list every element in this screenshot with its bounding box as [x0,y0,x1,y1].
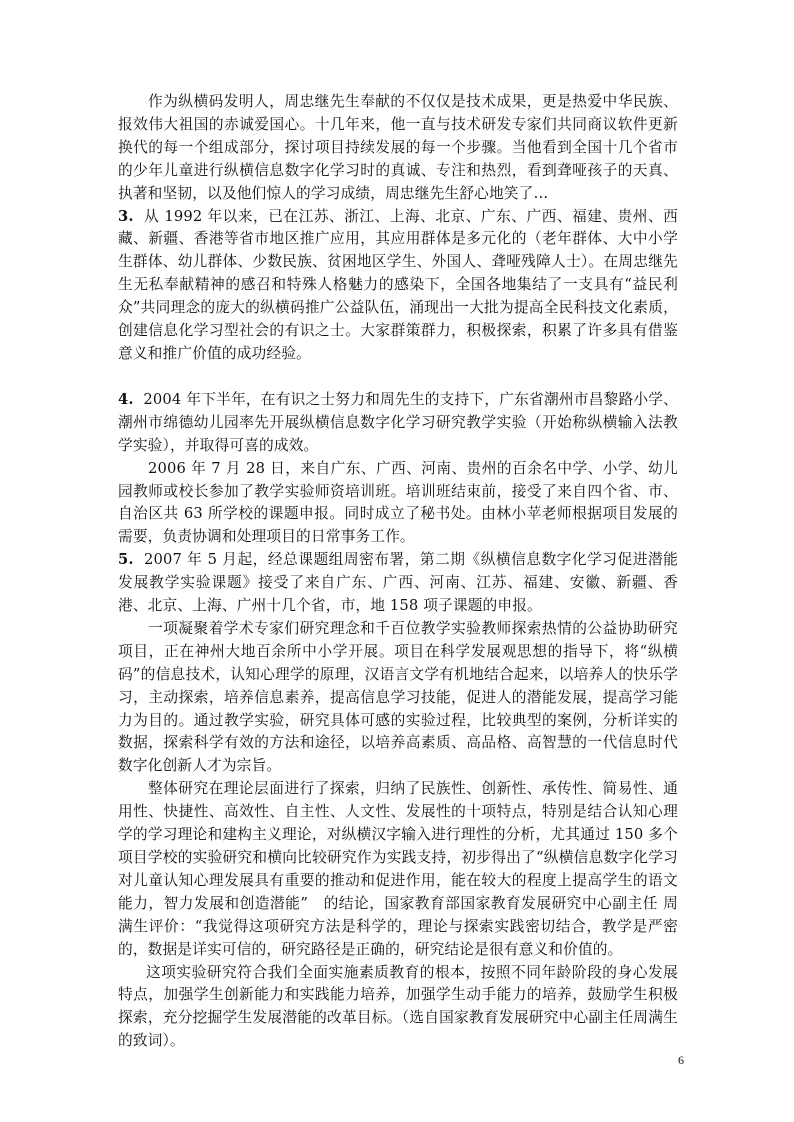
paragraph-research-summary: 整体研究在理论层面进行了探索，归纳了民族性、创新性、承传性、简易性、通用性、快捷性、高效性、自主性、人文性、发展性的十项特点，特别是结合认知心理学的学习理论和建构主义理论，对纵横汉字输入进行理性的分析，尤其通过 150 多个项目学校的实验研究和横向比较研究作为实践支持，初步得出了“纵横信息数字化学习对儿童认知心理发展具有重要的推动和促进作用，能在较大的程度上提高学生的语文能力，智力发展和创造潜能” 的结论，国家教育部国家教育发展研究中心副主任 周满生评价：“我觉得这项研究方法是科学的，理论与探索实践密切结合，教学是严密的，数据是详实可信的，研究路径是正确的，研究结论是很有意义和价值的。 [118,780,678,958]
paragraph-inventor-dedication: 作为纵横码发明人，周忠继先生奉献的不仅仅是技术成果，更是热爱中华民族、报效伟大祖国的赤诚爱国心。十几年来，他一直与技术研发专家们共同商议软件更新换代的每一个组成部分，探讨项目持续发展的每一个步骤。当他看到全国十几个省市的少年儿童进行纵横信息数字化学习时的真诚、专注和热烈，看到聋哑孩子的天真、执著和坚韧，以及他们惊人的学习成绩，周忠继先生舒心地笑了… [118,93,678,202]
item-number-4: 4. [118,390,134,408]
document-body [118,91,678,1053]
page-number: 6 [678,1053,684,1067]
item-number-5: 5. [118,551,134,569]
item-number-3: 3. [118,207,134,225]
paragraph-quote-closing: 这项实验研究符合我们全面实施素质教育的根本，按照不同年龄阶段的身心发展特点，加强学生创新能力和实践能力培养，加强学生动手能力的培养，鼓励学生积极探索，充分挖掘学生发展潜能的改革目标。（选自国家教育发展研究中心副主任周满生的致词）。 [118,963,678,1050]
paragraph-training-2006: 2006 年 7 月 28 日，来自广东、广西、河南、贵州的百余名中学、小学、幼儿园教师或校长参加了教学实验师资培训班。培训班结束前，接受了来自四个省、市、自治区共 63 所学校的课题申报。同时成立了秘书处。由林小苹老师根据项目发展的需要，负责协调和处理项目的日常事务工作。 [118,459,678,546]
paragraph-item-5 [118,549,678,618]
item-4-text: 2004 年下半年，在有识之士努力和周先生的支持下，广东省潮州市昌黎路小学、潮州市绵德幼儿园率先开展纵横信息数字化学习研究教学实验（开始称纵横输入法教学实验），并取得可喜的成效。 [118,390,679,454]
item-5-text: 2007 年 5 月起，经总课题组周密布署，第二期《纵横信息数字化学习促进潜能发展教学实验课题》接受了来自广东、广西、河南、江苏、福建、安徽、新疆、香港、北京、上海、广州十几个省，市，地 158 项子课题的申报。 [118,551,678,615]
blank-line [118,366,678,389]
paragraph-item-4 [118,389,678,458]
item-3-text: 从 1992 年以来，已在江苏、浙江、上海、北京、广东、广西、福建、贵州、西藏、新疆、香港等省市地区推广应用，其应用群体是多元化的（老年群体、大中小学生群体、幼儿群体、少数民族、贫困地区学生、外国人、聋哑残障人士）。在周忠继先生无私奉献精神的感召和特殊人格魅力的感染下，全国各地集结了一支具有“益民利众”共同理念的庞大的纵横码推广公益队伍，涌现出一大批为提高全民科技文化素质，创建信息化学习型社会的有识之士。大家群策群力，积极探索，积累了许多具有借鉴意义和推广价值的成功经验。 [118,207,678,362]
paragraph-item-3 [118,206,678,366]
paragraph-project-overview: 一项凝聚着学术专家们研究理念和千百位教学实验教师探索热情的公益协助研究项目，正在神州大地百余所中小学开展。项目在科学发展观思想的指导下，将“纵横码”的信息技术，认知心理学的原理，汉语言文学有机地结合起来，以培养人的快乐学习，主动探索，培养信息素养，提高信息学习技能，促进人的潜能发展，提高学习能力为目的。通过教学实验，研究具体可感的实验过程，比较典型的案例，分析详实的数据，探索科学有效的方法和途径，以培养高素质、高品格、高智慧的一代信息时代数字化创新人才为宗旨。 [118,619,678,775]
